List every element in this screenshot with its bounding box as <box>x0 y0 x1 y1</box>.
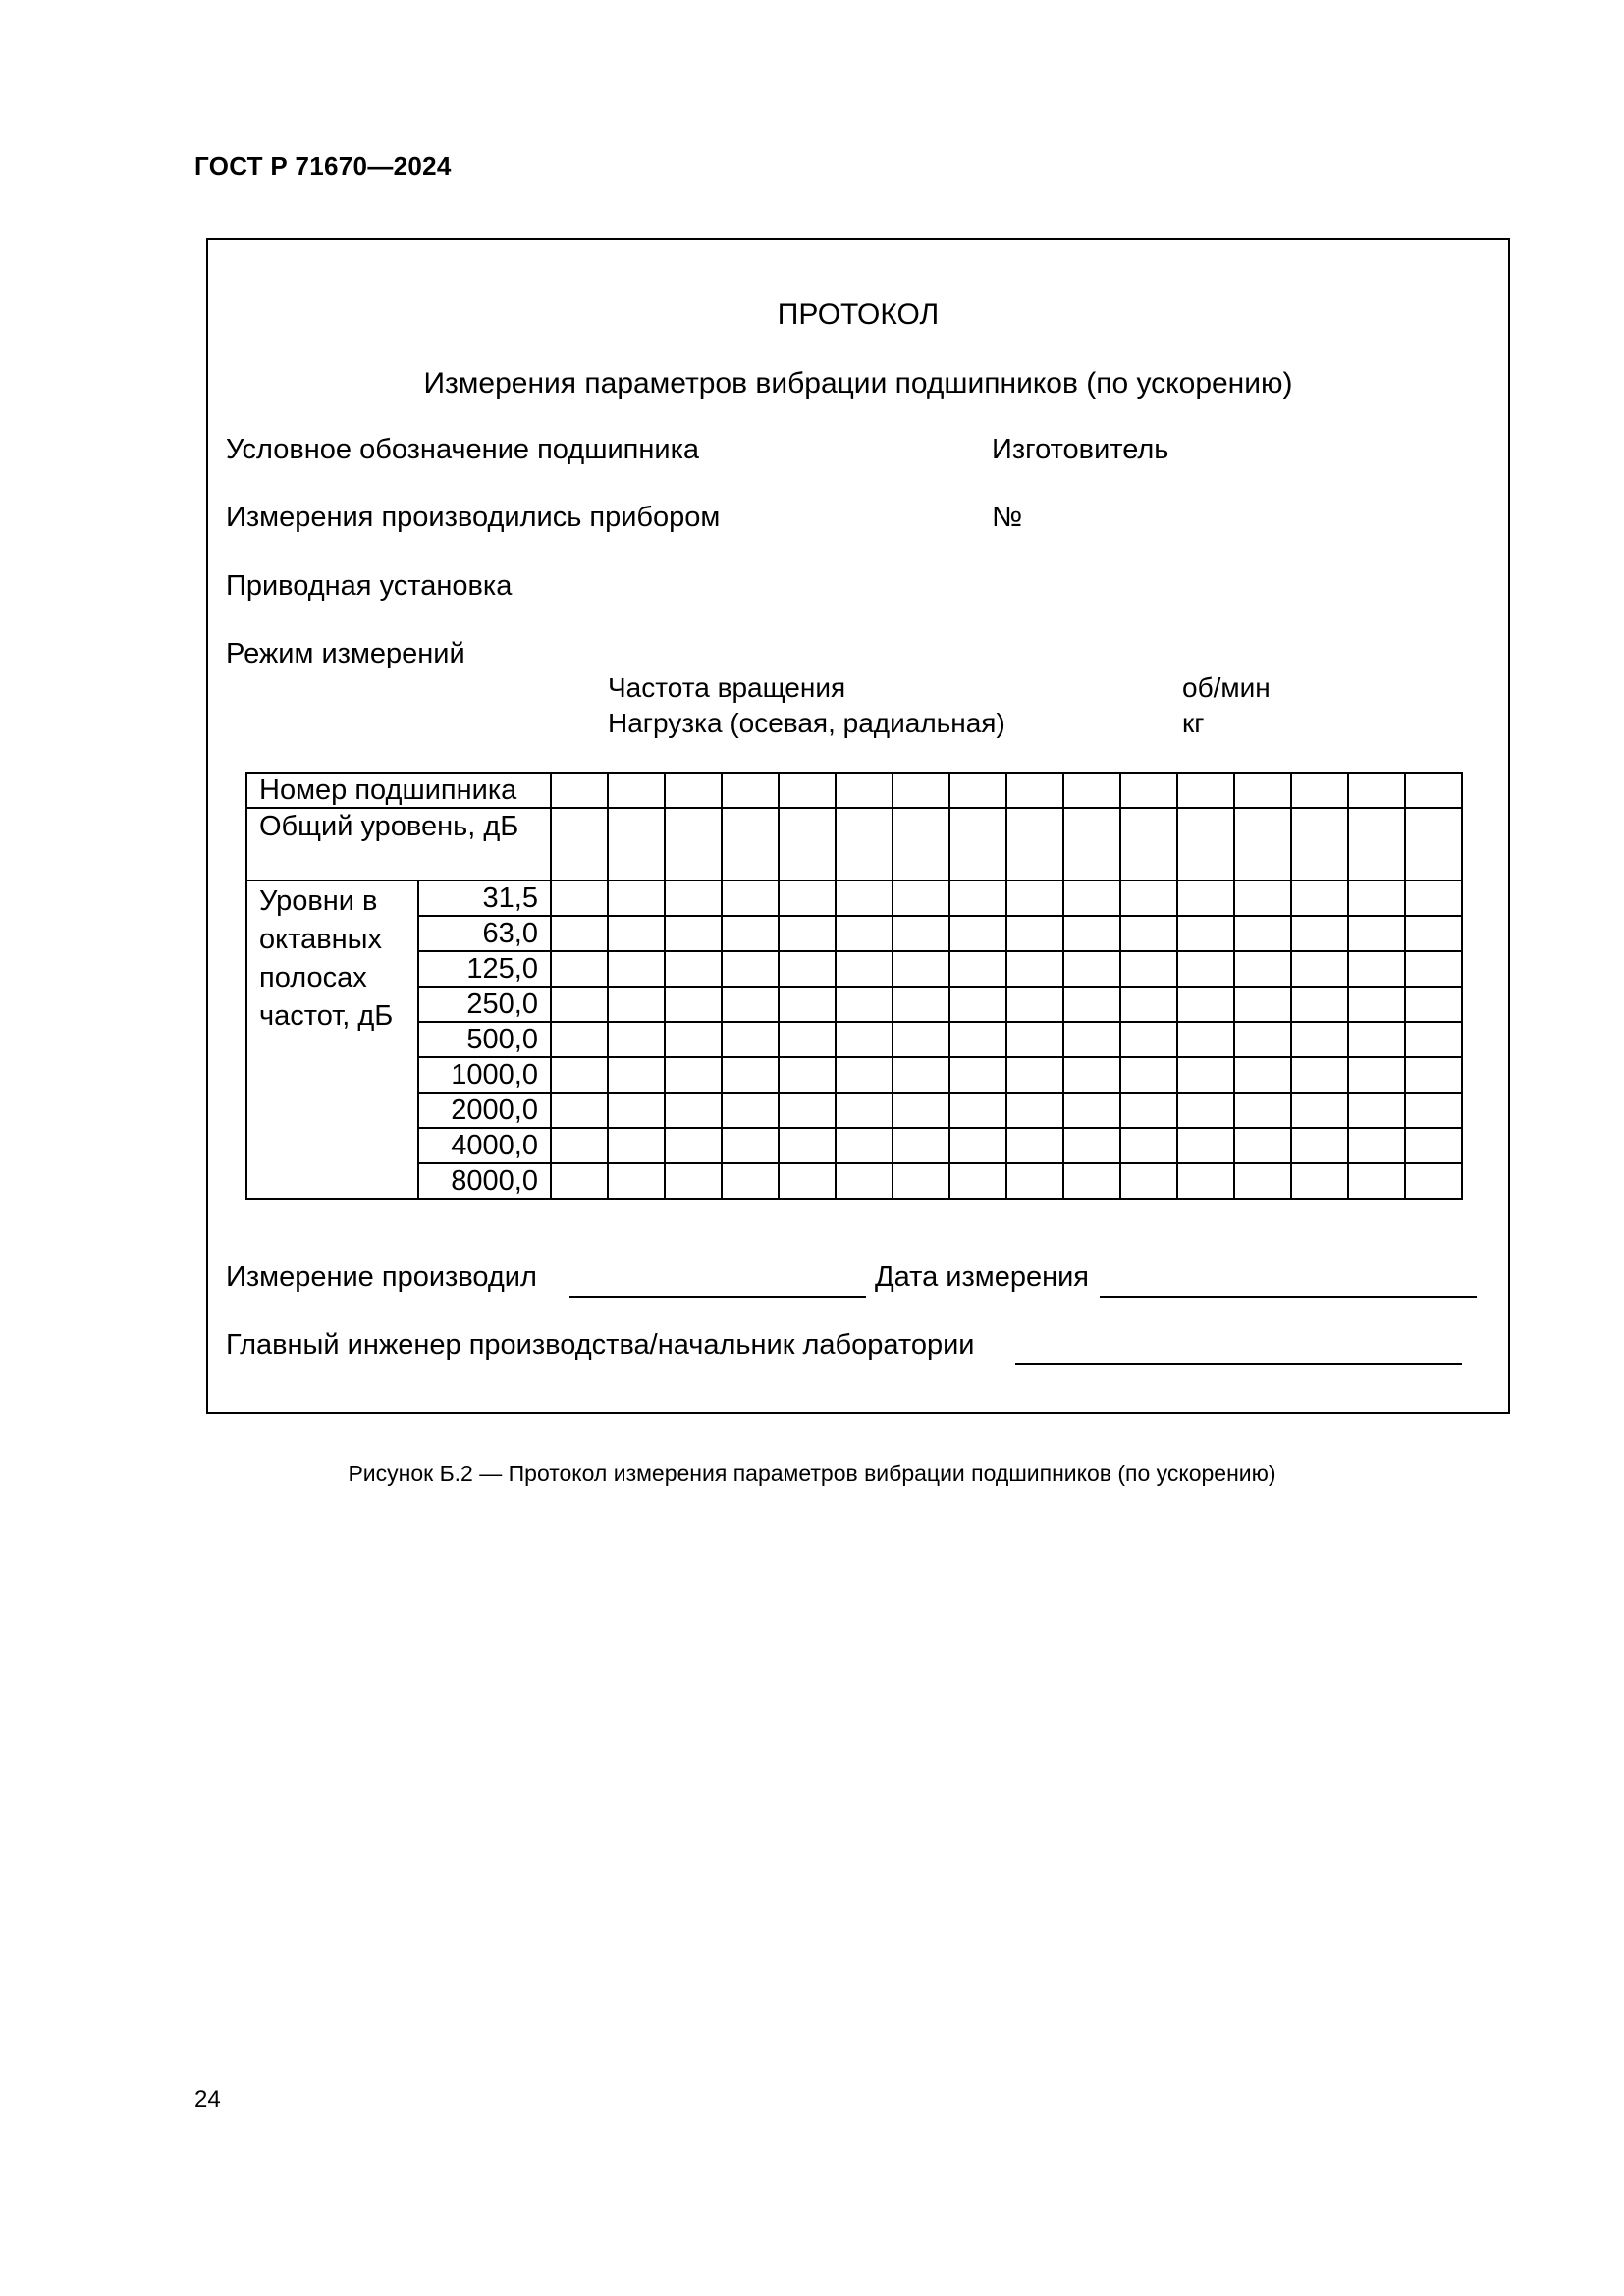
page-number: 24 <box>194 2086 221 2112</box>
data-cell[interactable] <box>665 881 722 916</box>
data-cell[interactable] <box>722 1128 779 1163</box>
data-cell[interactable] <box>665 773 722 808</box>
data-cell[interactable] <box>836 987 893 1022</box>
data-cell[interactable] <box>1120 951 1177 987</box>
drive-unit-label: Приводная установка <box>226 570 513 602</box>
data-cell[interactable] <box>836 916 893 951</box>
data-cell[interactable] <box>1291 773 1348 808</box>
data-cell[interactable] <box>551 1093 608 1128</box>
measured-by-line[interactable] <box>569 1296 866 1298</box>
data-cell[interactable] <box>1291 1057 1348 1093</box>
data-cell[interactable] <box>722 1057 779 1093</box>
frequency-cell: 31,5 <box>418 881 551 916</box>
data-cell[interactable] <box>608 987 665 1022</box>
data-cell[interactable] <box>836 1057 893 1093</box>
chief-engineer-line[interactable] <box>1015 1363 1462 1365</box>
data-cell[interactable] <box>551 1128 608 1163</box>
data-cell[interactable] <box>608 916 665 951</box>
data-cell[interactable] <box>665 987 722 1022</box>
data-cell[interactable] <box>1291 951 1348 987</box>
table-row <box>246 808 1462 881</box>
bearing-number-header: Номер подшипника <box>246 773 551 808</box>
data-cell[interactable] <box>1063 1128 1120 1163</box>
data-cell[interactable] <box>722 881 779 916</box>
data-cell[interactable] <box>608 773 665 808</box>
data-cell[interactable] <box>1120 881 1177 916</box>
data-cell[interactable] <box>949 773 1006 808</box>
data-cell[interactable] <box>1063 951 1120 987</box>
data-cell[interactable] <box>1006 1163 1063 1199</box>
data-cell[interactable] <box>665 1093 722 1128</box>
data-cell[interactable] <box>836 1093 893 1128</box>
data-cell[interactable] <box>836 1163 893 1199</box>
frequency-cell: 125,0 <box>418 951 551 987</box>
data-cell[interactable] <box>1006 773 1063 808</box>
data-cell[interactable] <box>1006 1093 1063 1128</box>
data-cell[interactable] <box>1177 881 1234 916</box>
rotation-speed-label: Частота вращения <box>608 672 846 703</box>
data-cell[interactable] <box>1291 987 1348 1022</box>
measured-by-label: Измерение производил <box>226 1261 537 1293</box>
data-cell[interactable] <box>779 1128 836 1163</box>
frequency-cell: 500,0 <box>418 1022 551 1057</box>
data-cell[interactable] <box>893 773 949 808</box>
data-cell[interactable] <box>1348 1093 1405 1128</box>
data-cell[interactable] <box>1120 808 1177 881</box>
load-label: Нагрузка (осевая, радиальная) <box>608 708 1005 738</box>
frequency-cell: 2000,0 <box>418 1093 551 1128</box>
data-cell[interactable] <box>836 881 893 916</box>
data-cell[interactable] <box>608 808 665 881</box>
frequency-cell: 1000,0 <box>418 1057 551 1093</box>
table-row <box>246 1163 1462 1199</box>
data-cell[interactable] <box>1348 951 1405 987</box>
data-cell[interactable] <box>1405 881 1462 916</box>
data-cell[interactable] <box>1177 951 1234 987</box>
data-cell[interactable] <box>722 1163 779 1199</box>
data-cell[interactable] <box>1234 1163 1291 1199</box>
data-cell[interactable] <box>1234 951 1291 987</box>
data-cell[interactable] <box>1234 881 1291 916</box>
data-cell[interactable] <box>1234 1093 1291 1128</box>
data-cell[interactable] <box>1120 1093 1177 1128</box>
table-row <box>246 916 1462 951</box>
bearing-designation-label: Условное обозначение подшипника <box>226 434 700 465</box>
data-cell[interactable] <box>1006 881 1063 916</box>
data-cell[interactable] <box>1177 1057 1234 1093</box>
data-cell[interactable] <box>722 1022 779 1057</box>
data-cell[interactable] <box>1234 1128 1291 1163</box>
measurement-table <box>245 772 1463 1200</box>
table-row <box>246 1022 1462 1057</box>
data-cell[interactable] <box>608 1022 665 1057</box>
rotation-speed-unit: об/мин <box>1182 672 1271 703</box>
data-cell[interactable] <box>893 987 949 1022</box>
data-cell[interactable] <box>1120 1163 1177 1199</box>
data-cell[interactable] <box>949 808 1006 881</box>
data-cell[interactable] <box>551 1163 608 1199</box>
data-cell[interactable] <box>1405 1128 1462 1163</box>
data-cell[interactable] <box>1234 1057 1291 1093</box>
data-cell[interactable] <box>1120 1128 1177 1163</box>
data-cell[interactable] <box>722 808 779 881</box>
data-cell[interactable] <box>1063 1163 1120 1199</box>
data-cell[interactable] <box>893 1128 949 1163</box>
frequency-cell: 4000,0 <box>418 1128 551 1163</box>
data-cell[interactable] <box>1348 987 1405 1022</box>
data-cell[interactable] <box>779 1163 836 1199</box>
data-cell[interactable] <box>1063 773 1120 808</box>
data-cell[interactable] <box>779 1093 836 1128</box>
data-cell[interactable] <box>1405 951 1462 987</box>
data-cell[interactable] <box>1405 916 1462 951</box>
data-cell[interactable] <box>551 987 608 1022</box>
data-cell[interactable] <box>1177 1093 1234 1128</box>
data-cell[interactable] <box>1063 1057 1120 1093</box>
data-cell[interactable] <box>949 1163 1006 1199</box>
frequency-cell: 63,0 <box>418 916 551 951</box>
data-cell[interactable] <box>1348 808 1405 881</box>
data-cell[interactable] <box>1063 1022 1120 1057</box>
data-cell[interactable] <box>893 916 949 951</box>
data-cell[interactable] <box>1405 773 1462 808</box>
data-cell[interactable] <box>1177 1163 1234 1199</box>
data-cell[interactable] <box>893 1163 949 1199</box>
protocol-form-frame <box>206 238 1510 1414</box>
data-cell[interactable] <box>608 1057 665 1093</box>
data-cell[interactable] <box>608 881 665 916</box>
data-cell[interactable] <box>1291 1163 1348 1199</box>
data-cell[interactable] <box>1234 987 1291 1022</box>
data-cell[interactable] <box>1063 916 1120 951</box>
data-cell[interactable] <box>1006 1057 1063 1093</box>
data-cell[interactable] <box>1006 1022 1063 1057</box>
frequency-cell: 8000,0 <box>418 1163 551 1199</box>
data-cell[interactable] <box>551 951 608 987</box>
data-cell[interactable] <box>779 1057 836 1093</box>
data-cell[interactable] <box>779 881 836 916</box>
data-cell[interactable] <box>836 951 893 987</box>
data-cell[interactable] <box>1234 808 1291 881</box>
document-standard-header: ГОСТ Р 71670—2024 <box>194 151 452 181</box>
data-cell[interactable] <box>893 951 949 987</box>
data-cell[interactable] <box>779 916 836 951</box>
table-row <box>246 951 1462 987</box>
data-cell[interactable] <box>949 1022 1006 1057</box>
data-cell[interactable] <box>893 1022 949 1057</box>
data-cell[interactable] <box>608 1128 665 1163</box>
data-cell[interactable] <box>949 1057 1006 1093</box>
protocol-title: ПРОТОКОЛ <box>777 298 940 331</box>
data-cell[interactable] <box>551 773 608 808</box>
load-unit: кг <box>1182 708 1205 738</box>
data-cell[interactable] <box>1120 773 1177 808</box>
data-cell[interactable] <box>1120 987 1177 1022</box>
data-cell[interactable] <box>1348 1128 1405 1163</box>
data-cell[interactable] <box>949 987 1006 1022</box>
frequency-cell: 250,0 <box>418 987 551 1022</box>
data-cell[interactable] <box>836 773 893 808</box>
data-cell[interactable] <box>949 916 1006 951</box>
data-cell[interactable] <box>1063 881 1120 916</box>
measurement-date-line[interactable] <box>1100 1296 1477 1298</box>
data-cell[interactable] <box>1006 987 1063 1022</box>
data-cell[interactable] <box>836 1128 893 1163</box>
data-cell[interactable] <box>1063 808 1120 881</box>
overall-level-header: Общий уровень, дБ <box>246 808 551 881</box>
instrument-label: Измерения производились прибором <box>226 502 721 533</box>
data-cell[interactable] <box>1006 1128 1063 1163</box>
data-cell[interactable] <box>1405 1163 1462 1199</box>
data-cell[interactable] <box>1291 1022 1348 1057</box>
data-cell[interactable] <box>551 1022 608 1057</box>
data-cell[interactable] <box>949 881 1006 916</box>
data-cell[interactable] <box>665 916 722 951</box>
data-cell[interactable] <box>1177 916 1234 951</box>
data-cell[interactable] <box>608 1163 665 1199</box>
data-cell[interactable] <box>836 1022 893 1057</box>
data-cell[interactable] <box>1291 1093 1348 1128</box>
data-cell[interactable] <box>608 951 665 987</box>
table-row <box>246 1128 1462 1163</box>
data-cell[interactable] <box>1234 916 1291 951</box>
data-cell[interactable] <box>1348 1022 1405 1057</box>
data-cell[interactable] <box>551 808 608 881</box>
data-cell[interactable] <box>1006 916 1063 951</box>
data-cell[interactable] <box>665 1022 722 1057</box>
data-cell[interactable] <box>779 987 836 1022</box>
data-cell[interactable] <box>665 951 722 987</box>
data-cell[interactable] <box>722 773 779 808</box>
data-cell[interactable] <box>949 951 1006 987</box>
data-cell[interactable] <box>893 881 949 916</box>
data-cell[interactable] <box>665 808 722 881</box>
data-cell[interactable] <box>1405 987 1462 1022</box>
data-cell[interactable] <box>893 1093 949 1128</box>
protocol-subtitle: Измерения параметров вибрации подшипников (по ускорению) <box>423 367 1293 400</box>
data-cell[interactable] <box>1006 808 1063 881</box>
data-cell[interactable] <box>779 808 836 881</box>
octave-levels-header: Уровни в октавных полосах частот, дБ <box>246 881 418 1199</box>
data-cell[interactable] <box>1234 1022 1291 1057</box>
data-cell[interactable] <box>1291 1128 1348 1163</box>
data-cell[interactable] <box>1177 773 1234 808</box>
data-cell[interactable] <box>1348 881 1405 916</box>
data-cell[interactable] <box>1291 808 1348 881</box>
data-cell[interactable] <box>1291 881 1348 916</box>
data-cell[interactable] <box>665 1057 722 1093</box>
table-row <box>246 1057 1462 1093</box>
chief-engineer-label: Главный инженер производства/начальник лаборатории <box>226 1329 975 1361</box>
data-cell[interactable] <box>722 1093 779 1128</box>
data-cell[interactable] <box>893 808 949 881</box>
data-cell[interactable] <box>722 916 779 951</box>
data-cell[interactable] <box>836 808 893 881</box>
data-cell[interactable] <box>722 987 779 1022</box>
data-cell[interactable] <box>1063 987 1120 1022</box>
data-cell[interactable] <box>1177 1022 1234 1057</box>
data-cell[interactable] <box>1405 1057 1462 1093</box>
data-cell[interactable] <box>779 1022 836 1057</box>
data-cell[interactable] <box>779 951 836 987</box>
data-cell[interactable] <box>665 1163 722 1199</box>
data-cell[interactable] <box>1177 808 1234 881</box>
table-row <box>246 881 1462 916</box>
data-cell[interactable] <box>1348 773 1405 808</box>
data-cell[interactable] <box>1348 1163 1405 1199</box>
data-cell[interactable] <box>1405 1022 1462 1057</box>
data-cell[interactable] <box>1234 773 1291 808</box>
table-row <box>246 773 1462 808</box>
data-cell[interactable] <box>1006 951 1063 987</box>
data-cell[interactable] <box>722 951 779 987</box>
data-cell[interactable] <box>779 773 836 808</box>
measurement-date-label: Дата измерения <box>875 1261 1090 1293</box>
data-cell[interactable] <box>1291 916 1348 951</box>
data-cell[interactable] <box>1348 916 1405 951</box>
data-cell[interactable] <box>1120 1022 1177 1057</box>
data-cell[interactable] <box>1177 1128 1234 1163</box>
data-cell[interactable] <box>665 1128 722 1163</box>
data-cell[interactable] <box>1120 1057 1177 1093</box>
data-cell[interactable] <box>608 1093 665 1128</box>
instrument-number-label: № <box>992 502 1023 533</box>
data-cell[interactable] <box>949 1128 1006 1163</box>
data-cell[interactable] <box>1177 987 1234 1022</box>
data-cell[interactable] <box>551 1057 608 1093</box>
table-row <box>246 987 1462 1022</box>
measurement-mode-label: Режим измерений <box>226 638 465 669</box>
data-cell[interactable] <box>1348 1057 1405 1093</box>
data-cell[interactable] <box>949 1093 1006 1128</box>
data-cell[interactable] <box>1063 1093 1120 1128</box>
data-cell[interactable] <box>551 881 608 916</box>
figure-caption: Рисунок Б.2 — Протокол измерения параметров вибрации подшипников (по ускорению) <box>348 1461 1276 1486</box>
data-cell[interactable] <box>551 916 608 951</box>
data-cell[interactable] <box>1405 1093 1462 1128</box>
data-cell[interactable] <box>1405 808 1462 881</box>
data-cell[interactable] <box>1120 916 1177 951</box>
manufacturer-label: Изготовитель <box>992 434 1169 465</box>
table-row <box>246 1093 1462 1128</box>
data-cell[interactable] <box>893 1057 949 1093</box>
